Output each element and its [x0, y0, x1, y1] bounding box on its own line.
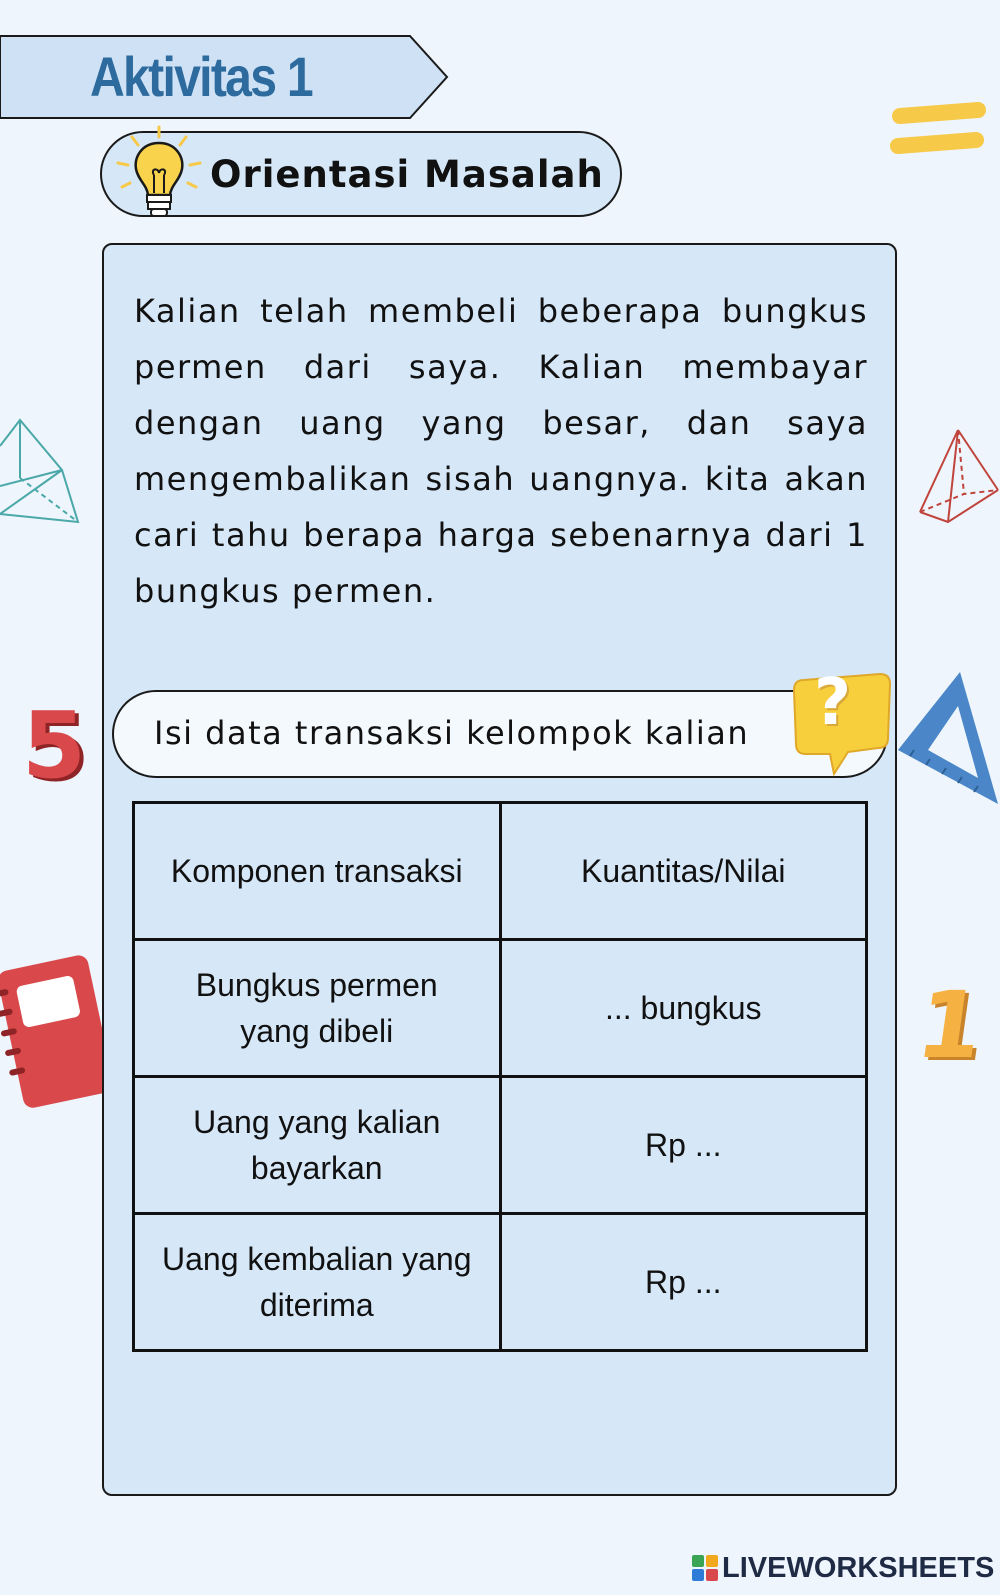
- set-square-decoration: [898, 668, 1000, 813]
- pyramid-decoration: [918, 428, 1000, 524]
- prompt-label: Isi data transaksi kelompok kalian: [154, 714, 750, 752]
- story-paragraph: Kalian telah membeli beberapa bungkus permen dari saya. Kalian membayar dengan uang yang besar, dan saya mengembalikan sisah uangnya. kita akan cari tahu berapa harga sebenarnya dari 1 bungkus permen.: [134, 292, 868, 610]
- row-value-input[interactable]: ... bungkus: [500, 940, 867, 1077]
- logo-text: LIVEWORKSHEETS: [722, 1551, 995, 1584]
- row-value-input[interactable]: Rp ...: [500, 1214, 867, 1351]
- liveworksheets-logo: [692, 1551, 994, 1585]
- header-cell-component: Komponen transaksi: [134, 803, 501, 940]
- section-title: Orientasi Masalah: [210, 153, 604, 196]
- row-label: Uang yang kalian bayarkan: [134, 1077, 501, 1214]
- number-five-decoration: 5: [22, 692, 87, 799]
- activity-title: Aktivitas 1: [90, 45, 313, 108]
- lightbulb-icon: [114, 125, 204, 225]
- notebook-decoration: [0, 950, 108, 1116]
- prompt-pill: [112, 666, 888, 778]
- row-value-input[interactable]: Rp ...: [500, 1077, 867, 1214]
- activity-banner: [0, 34, 450, 120]
- number-one-decoration: 1: [910, 972, 990, 1079]
- transaction-table: [132, 801, 868, 1352]
- row-label: Uang kembalian yang diterima: [134, 1214, 501, 1351]
- table-row: [134, 1077, 867, 1214]
- prism-decoration: [0, 418, 82, 530]
- question-mark: ?: [814, 666, 852, 740]
- header-cell-value: Kuantitas/Nilai: [500, 803, 867, 940]
- table-row: [134, 940, 867, 1077]
- row-label: Bungkus permen yang dibeli: [134, 940, 501, 1077]
- table-row: [134, 1214, 867, 1351]
- equals-sign-decoration: [890, 98, 990, 162]
- section-title-pill: [100, 131, 622, 217]
- table-header-row: [134, 803, 867, 940]
- logo-grid-icon: [692, 1555, 718, 1581]
